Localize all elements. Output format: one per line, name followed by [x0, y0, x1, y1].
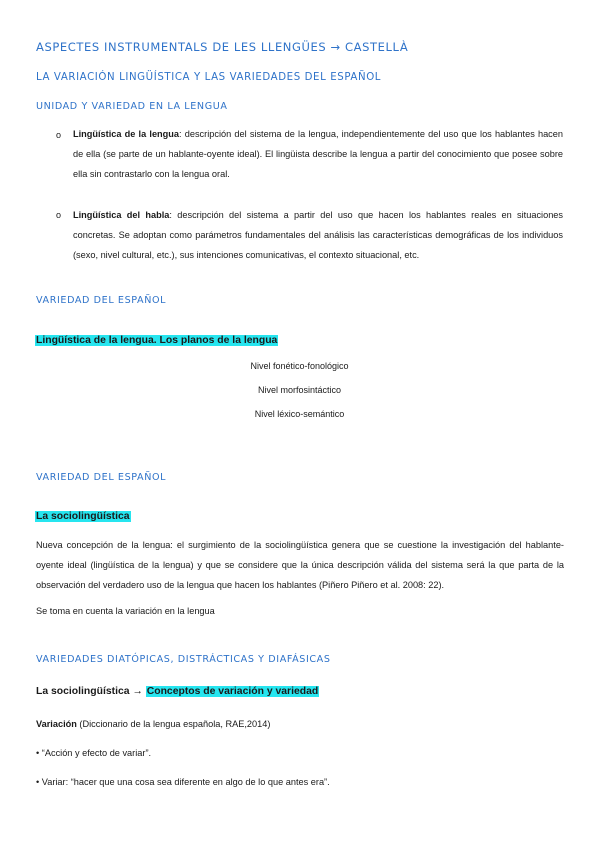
- variation-definition-source: [36, 719, 270, 729]
- definition-text: “Acción y efecto de variar”.: [41, 748, 152, 758]
- sociolinguistics-highlight: La sociolingüística: [36, 511, 130, 522]
- concepts-lead: La sociolingüística: [36, 686, 130, 697]
- variation-term: Variación: [36, 719, 77, 729]
- list-item-text: : descripción del sistema de la lengua, independientemente del uso que los hablantes hacen de ella (se parte de un hablante-oyente ideal). El lingüista describe la lengua a partir del conocimiento que posee sobre ella sin contrastarlo con la lengua oral.: [73, 129, 563, 179]
- sociolinguistics-heading: [35, 506, 131, 524]
- list-item-term: Lingüística de la lengua: [73, 129, 180, 139]
- variety-title: VARIEDAD DEL ESPAÑOL: [36, 295, 167, 306]
- list-item: [73, 124, 563, 184]
- right-arrow-icon: →: [132, 686, 143, 697]
- definition-item: [36, 748, 151, 758]
- list-item-term: Lingüística del habla: [73, 210, 170, 220]
- level-item: Nivel fonético-fonológico: [250, 361, 349, 371]
- list-bullet: o: [56, 210, 62, 220]
- level-item: Nivel morfosintáctico: [257, 385, 342, 395]
- varieties-types-title: VARIEDADES DIATÓPICAS, DISTRÁCTICAS Y DIAFÁSICAS: [36, 654, 331, 665]
- sociolinguistics-note: Se toma en cuenta la variación en la lengua: [36, 606, 215, 616]
- list-item: [73, 205, 563, 265]
- variation-source: (Diccionario de la lengua española, RAE,2014): [76, 719, 271, 729]
- variety-title: VARIEDAD DEL ESPAÑOL: [36, 472, 167, 483]
- unit-title: UNIDAD Y VARIEDAD EN LA LENGUA: [36, 101, 228, 112]
- level-item: Nivel léxico-semántico: [254, 409, 345, 419]
- definition-text: Variar: “hacer que una cosa sea diferente en algo de lo que antes era”.: [41, 777, 330, 787]
- concepts-highlight: Conceptos de variación y variedad: [146, 686, 319, 697]
- planes-heading: [35, 330, 278, 348]
- concepts-heading: [36, 686, 319, 697]
- list-bullet: o: [56, 130, 62, 140]
- bullet-icon: •: [36, 748, 40, 758]
- planes-highlight: Lingüística de la lengua. Los planos de la lengua: [36, 335, 278, 346]
- sociolinguistics-paragraph: Nueva concepción de la lengua: el surgimiento de la sociolingüística genera que se cuestione la investigación del hablante-oyente ideal (lingüística de la lengua) y que se considere que la única descripción válida del sistema será la que parta de la observación del verdadero uso de la lengua que hacen los hablantes (Piñero Piñero et al. 2008: 22).: [36, 540, 564, 590]
- course-title: ASPECTES INSTRUMENTALS DE LES LLENGÜES → CASTELLÀ: [36, 40, 409, 54]
- section-title: LA VARIACIÓN LINGÜÍSTICA Y LAS VARIEDADES DEL ESPAÑOL: [36, 72, 382, 83]
- bullet-icon: •: [36, 777, 40, 787]
- definition-item: [36, 777, 330, 787]
- list-item-text: : descripción del sistema a partir del uso que hacen los hablantes reales en situaciones concretas. Se adoptan como parámetros fundamentales del análisis las características demográficas de los individuos (sexo, nivel cultural, etc.), sus intenciones comunicativas, el contexto situacional, etc.: [73, 210, 564, 260]
